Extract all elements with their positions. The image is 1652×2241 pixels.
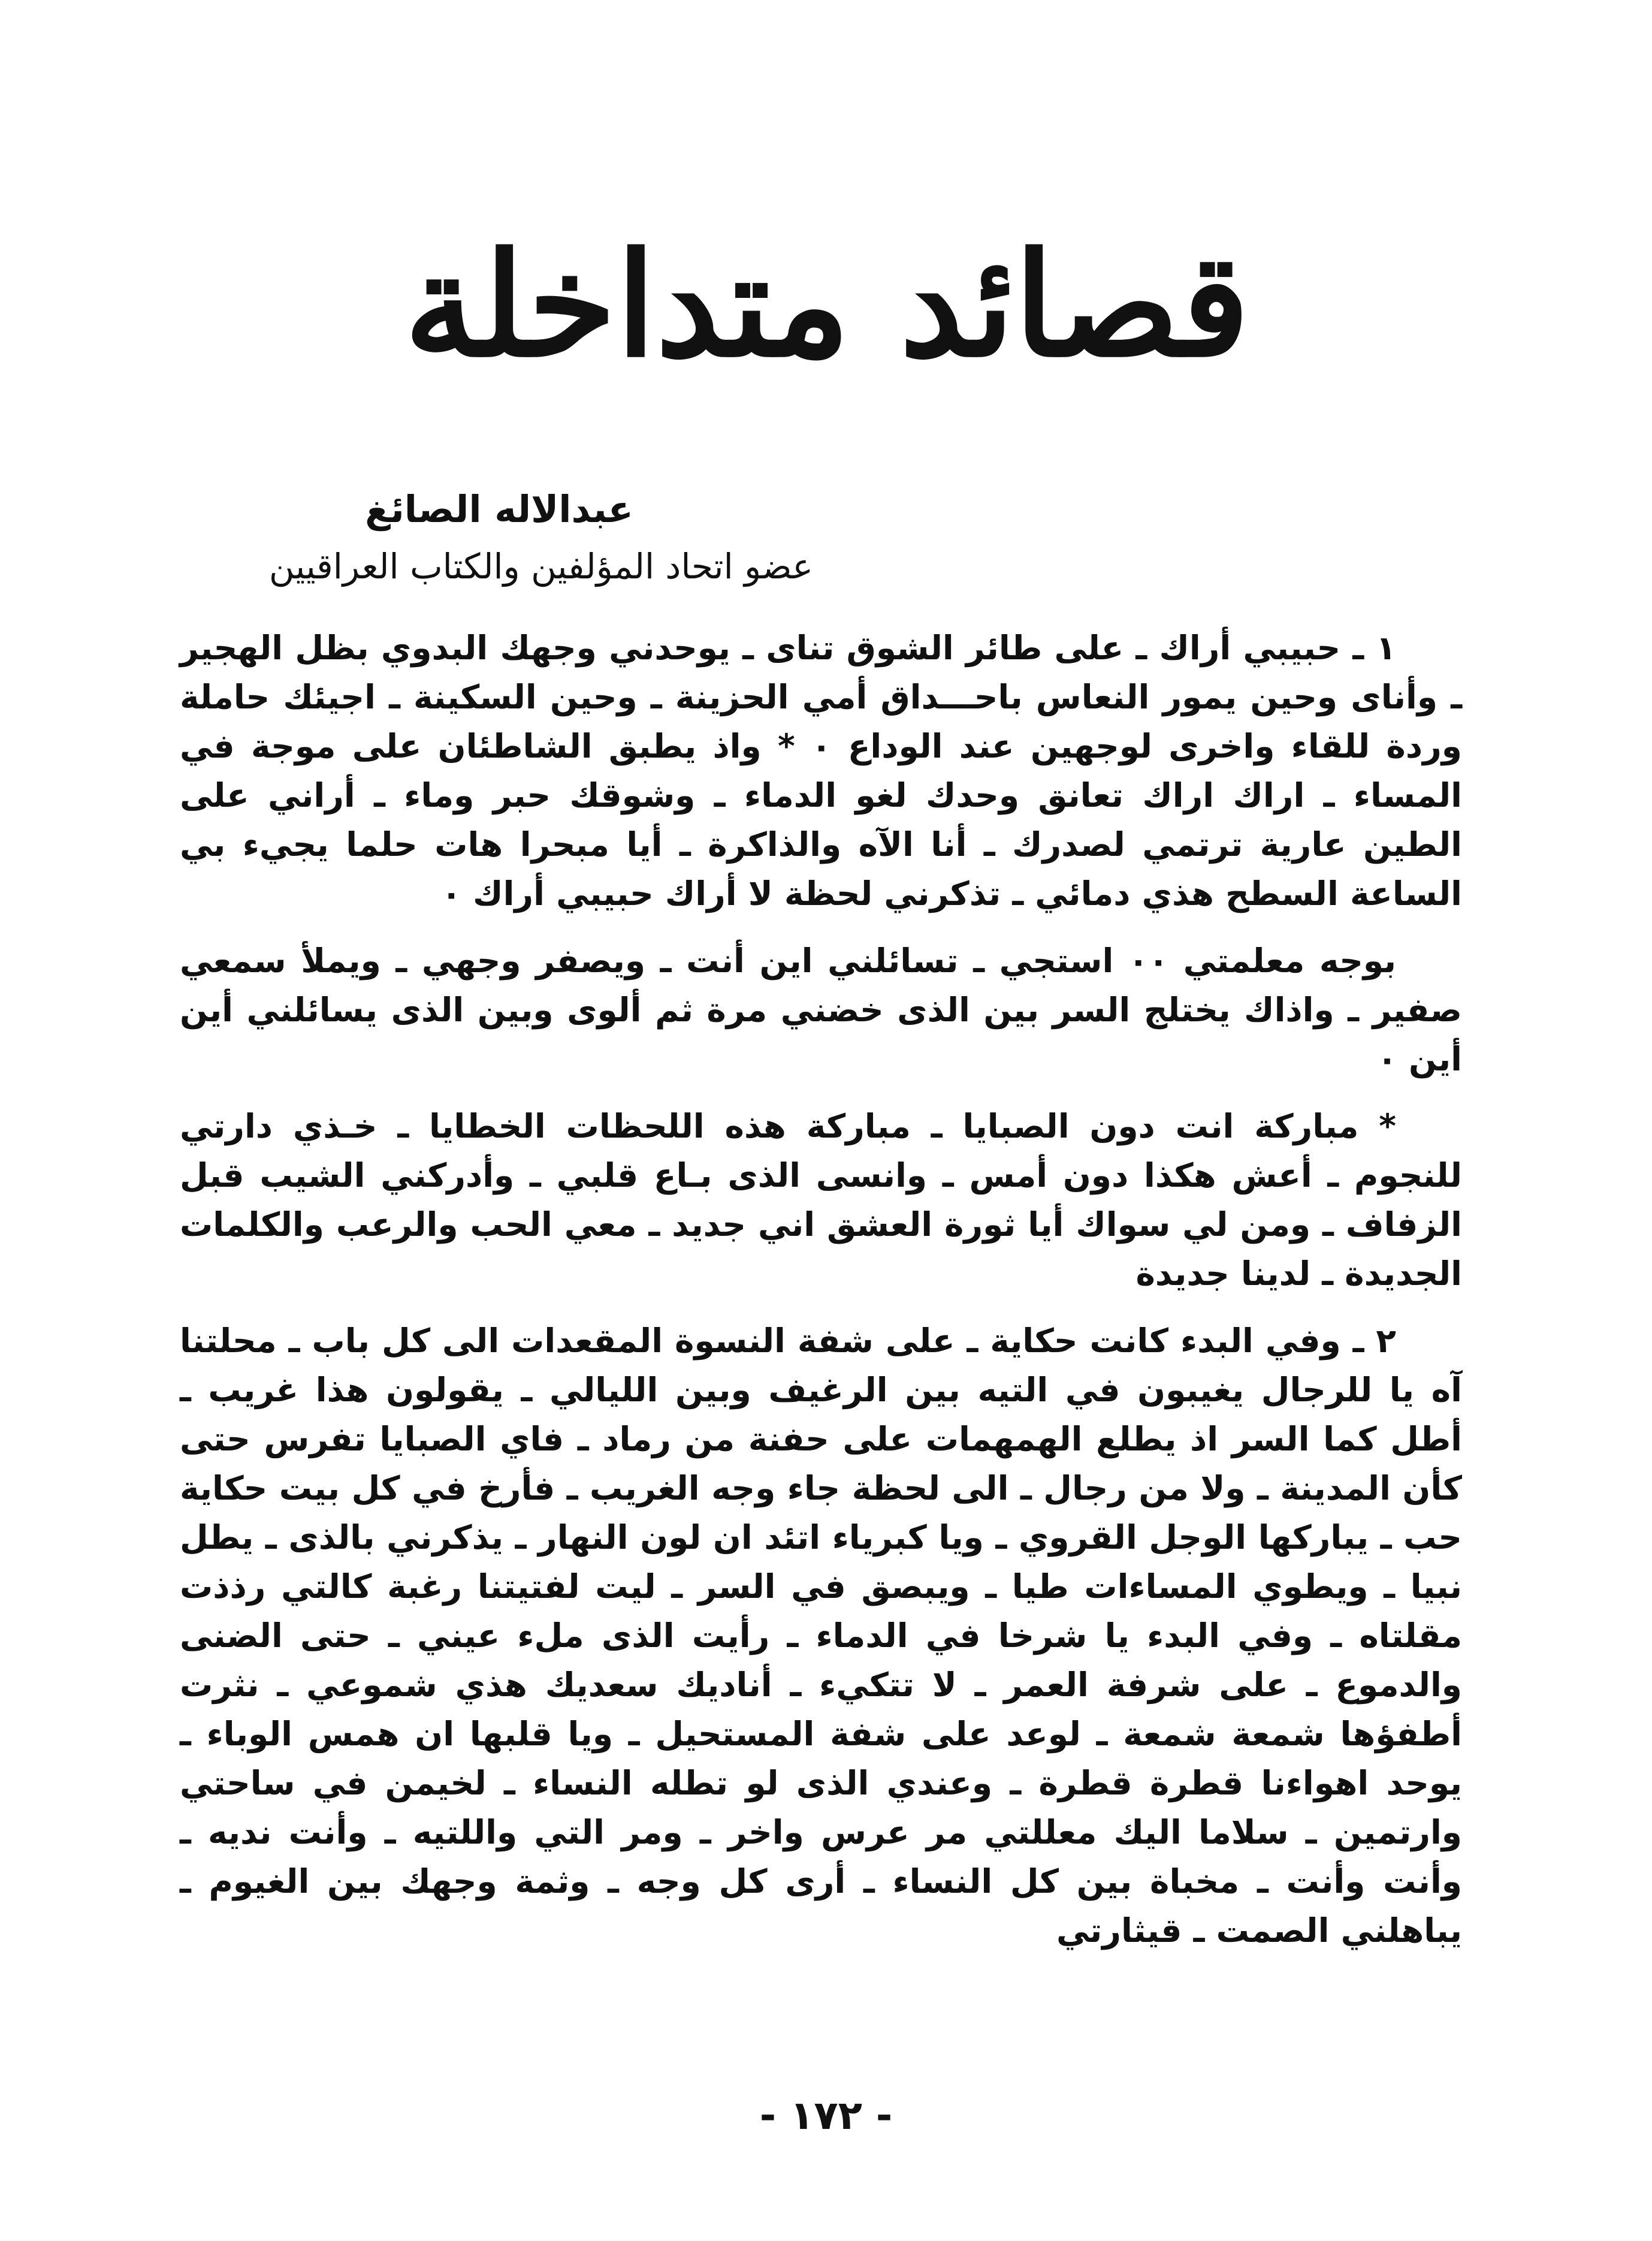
paragraph: ١ ـ حبيبي أراك ـ على طائر الشوق تناى ـ يوحدني وجهك البدوي بظل الهجير ـ وأناى وحين يمور النعاس باحـــداق أمي الحزينة ـ وحين السكينة ـ اجيئك حاملة وردة للقاء واخرى لوجهين عند الوداع ٠ * واذ يطبق الشاطئان على موجة في المساء ـ اراك اراك تعانق وحدك لغو الدماء ـ وشوقك حبر وماء ـ أراني على الطين عارية ترتمي لصدرك ـ أنا الآه والذاكرة ـ أيا مبحرا هات حلما يجيء بي الساعة السطح هذي دمائي ـ تذكرني لحظة لا أراك حبيبي أراك ٠ bbox=[180, 629, 1462, 913]
author-name: عبدالاله الصائغ bbox=[365, 487, 633, 531]
body-text bbox=[180, 623, 1462, 1973]
author-affiliation: عضو اتحاد المؤلفين والكتاب العراقيين bbox=[268, 546, 813, 587]
paragraph: * مباركة انت دون الصبايا ـ مباركة هذه اللحظات الخطايا ـ خـذي دارتي للنجوم ـ أعش هكذا دون أمس ـ وانسى الذى بـاع قلبي ـ وأدركني الشيب قبل الزفاف ـ ومن لي سواك أيا ثورة العشق اني جديد ـ معي الحب والرعب والكلمات الجديدة ـ لدينا جديدة bbox=[180, 1107, 1462, 1293]
article-title: قصائد متداخلة bbox=[404, 222, 1250, 389]
paragraph: بوجه معلمتي ٠٠ استجي ـ تسائلني اين أنت ـ ويصفر وجهي ـ ويملأ سمعي صفير ـ واذاك يختلج السر بين الذى خضني مرة ثم ألوى وبين الذى يسائلني أين أين ٠ bbox=[180, 942, 1462, 1078]
paragraph: ٢ ـ وفي البدء كانت حكاية ـ على شفة النسوة المقعدات الى كل باب ـ محلتنا آه يا للرجال يغيبون في التيه بين الرغيف وبين الليالي ـ يقولون هذا غريب ـ أطل كما السر اذ يطلع الهمهمات على حفنة من رماد ـ فاي الصبايا تفرس حتى كأن المدينة ـ ولا من رجال ـ الى لحظة جاء وجه الغريب ـ فأرخ في كل بيت حكاية حب ـ يباركها الوجل القروي ـ ويا كبرياء اتئد ان لون النهار ـ يذكرني بالذى ـ يطل نبيا ـ ويطوي المساءات طيا ـ ويبصق في السر ـ ليت لفتيتنا رغبة كالتي رذذت مقلتاه ـ وفي البدء يا شرخا في الدماء ـ رأيت الذى ملء عيني ـ حتى الضنى والدموع ـ على شرفة العمر ـ لا تتكيء ـ أناديك سعديك هذي شموعي ـ نثرت أطفؤها شمعة شمعة ـ لوعد على شفة المستحيل ـ ويا قلبها ان همس الوباء ـ يوحد اهواءنا قطرة قطرة ـ وعندي الذى لو تطله النساء ـ لخيمن في ساحتي وارتمين ـ سلاما اليك معللتي مر عرس واخر ـ ومر التي واللتيه ـ وأنت نديه ـ وأنت وأنت ـ مخباة بين كل النساء ـ أرى كل وجه ـ وثمة وجهك بين الغيوم ـ يباهلني الصمت ـ قيثارتي bbox=[180, 1322, 1462, 1950]
page-number: - ١٧٢ - bbox=[759, 2092, 893, 2139]
